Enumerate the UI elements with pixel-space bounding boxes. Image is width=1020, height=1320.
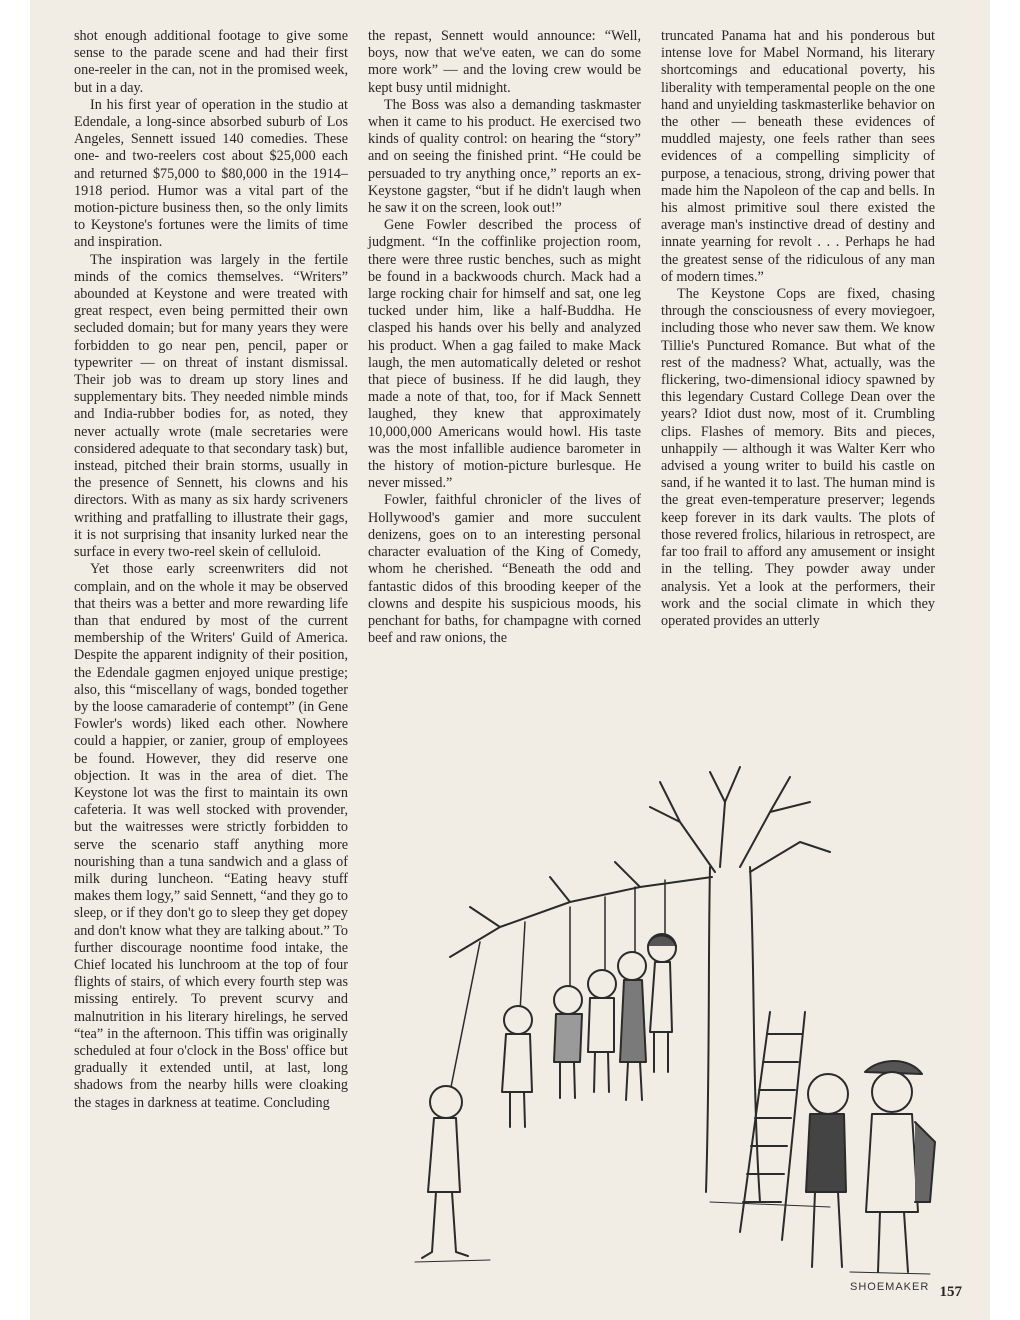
paragraph: Gene Fowler described the process of judgment. “In the coffinlike projection room, there were three rustic benches, such as might be found in a backwoods church. Mack had a large rocking chair for himself and sat, one leg tucked under him, like a half-Buddha. He clasped his hands over his belly and analyzed his product. When a gag failed to make Mack laugh, the men automatically deleted or reshot that piece of business. If he did laugh, they made a note of that, too, for if Mack Sennett laughed, they knew that approximately 10,000,000 Americans would howl. His taste was the most infallible audience barometer in the history of motion-picture burlesque. He never missed.” <box>368 217 641 492</box>
paragraph: truncated Panama hat and his ponderous but intense love for Mabel Normand, his literary shortcomings and educational poverty, his liberality with temperamental people on the one hand and unyielding taskmasterlike behavior on the other — beneath these evidences of muddled majesty, one feels rather than sees evidences of a compelling simplicity of purpose, a tenacious, strong, driving power that made him the Napoleon of the cap and bells. In his almost primitive soul there existed the average man's instinctive dread of destiny and innate yearning for revolt . . . Perhaps he had the greatest sense of the ridiculous of any man of modern times.” <box>661 28 935 285</box>
artist-signature: SHOEMAKER <box>850 1281 930 1292</box>
article-column-3 <box>661 28 935 630</box>
page-number: 157 <box>939 1284 962 1300</box>
paragraph: The Keystone Cops are fixed, chasing through the consciousness of every moviegoer, including those who never saw them. We know Tillie's Punctured Romance. But what of the rest of the madness? What, actually, was the flickering, two-dimensional idiocy spawned by this legendary Custard College Dean over the years? Idiot dust now, most of it. Crumbling clips. Flashes of memory. Bits and pieces, unhappily — although it was Walter Kerr who advised a young writer to build his castle on sand, if he wanted it to last. The human mind is the great even-temperature preserver; legends keep forever in its dark vaults. The plots of those revered frolics, hilarious in retrospect, are far too frail to afford any amusement or insight in the telling. They powder away under analysis. Yet a look at the performers, their work and the social climate in which they operated provides an utterly <box>661 286 935 629</box>
tree-branches <box>450 767 830 957</box>
ground-line <box>415 1202 930 1274</box>
standing-figures <box>806 1061 935 1272</box>
paragraph: The inspiration was largely in the fertile minds of the comics themselves. “Writers” abounded at Keystone and were treated with great respect, even being permitted their own secluded domain; but for many years they were forbidden to go near pen, pencil, paper or typewriter — on threat of instant dismissal. Their job was to dream up story lines and supplementary bits. They needed nimble minds and India-rubber bodies for, as noted, they never actually wrote (male secretaries were considered adequate to that secondary task) but, instead, pitched their brain storms, usually in the presence of Sennett, his clowns and his directors. With as many as six hardy scriveners writhing and pratfalling to illustrate their gags, it is not surprising that insanity lurked near the surface in every two-reel skein of celluloid. <box>74 251 348 561</box>
magazine-page <box>30 0 990 1320</box>
walking-figure <box>422 1086 468 1258</box>
paragraph: In his first year of operation in the studio at Edendale, a long-since absorbed suburb of Los Angeles, Sennett issued 140 comedies. These one- and two-reelers cost about $25,000 each and returned $75,000 to $80,000 in the 1914–1918 period. Humor was a vital part of the motion-picture business then, so the only limits to Keystone's fortunes were the limits of time and inspiration. <box>74 96 348 251</box>
paragraph: Fowler, faithful chronicler of the lives of Hollywood's gamier and more succulent denizens, goes on to an interesting personal character evaluation of the King of Comedy, whom he cherished. “Beneath the odd and fantastic didos of this brooding keeper of the clowns and despite his suspicious moods, his penchant for baths, for champagne with corned beef and raw onions, the <box>368 492 641 647</box>
paragraph: shot enough additional footage to give some sense to the parade scene and had their first one-reeler in the can, not in the promised week, but in a day. <box>74 28 348 96</box>
paragraph: Yet those early screenwriters did not complain, and on the whole it may be observed that theirs was a better and more rewarding life than that endured by most of the current membership of the Writers' Guild of America. Despite the apparent indignity of their position, the Edendale gagmen enjoyed unique prestige; also, this “miscellany of wags, bonded together by the loose camaraderie of contempt” (in Gene Fowler's words) liked each other. Nowhere could a happier, or zanier, group of employees be found. However, they did reserve one objection. It was in the area of diet. The Keystone lot was the first to maintain its own cafeteria. It was well stocked with provender, but the waitresses were strictly forbidden to serve the scenario staff anything more nourishing than a tuna sandwich and a glass of milk during luncheon. “Eating heavy stuff makes them logy,” said Sennett, “and they go to sleep, or if they don't go to sleep they get dopey and don't know what they are talking about.” To further discourage noontime food intake, the Chief located his lunchroom at the top of four flights of stairs, of which every fourth step was missing entirely. To prevent scurvy and malnutrition in his literary hirelings, he served “tea” in the afternoon. This tiffin was originally scheduled at four o'clock in the Boss' office but gradually it extended until, at last, long shadows from the nearby hills were cloaking the stages in darkness at teatime. Concluding <box>74 561 348 1111</box>
paragraph: the repast, Sennett would announce: “Well, boys, now that we've eaten, we can do some more work” — and the loving crew would be kept busy until midnight. <box>368 28 641 96</box>
article-column-2 <box>368 28 641 647</box>
cartoon-illustration <box>410 762 950 1292</box>
hanging-figures <box>502 934 676 1127</box>
article-column-1 <box>74 28 348 1112</box>
paragraph: The Boss was also a demanding taskmaster when it came to his product. He exercised two kinds of quality control: on hearing the “story” and on seeing the finished print. “He could be persuaded to try anything once,” reports an ex-Keystone gagster, “but if he didn't laugh when he saw it on the screen, look out!” <box>368 96 641 217</box>
